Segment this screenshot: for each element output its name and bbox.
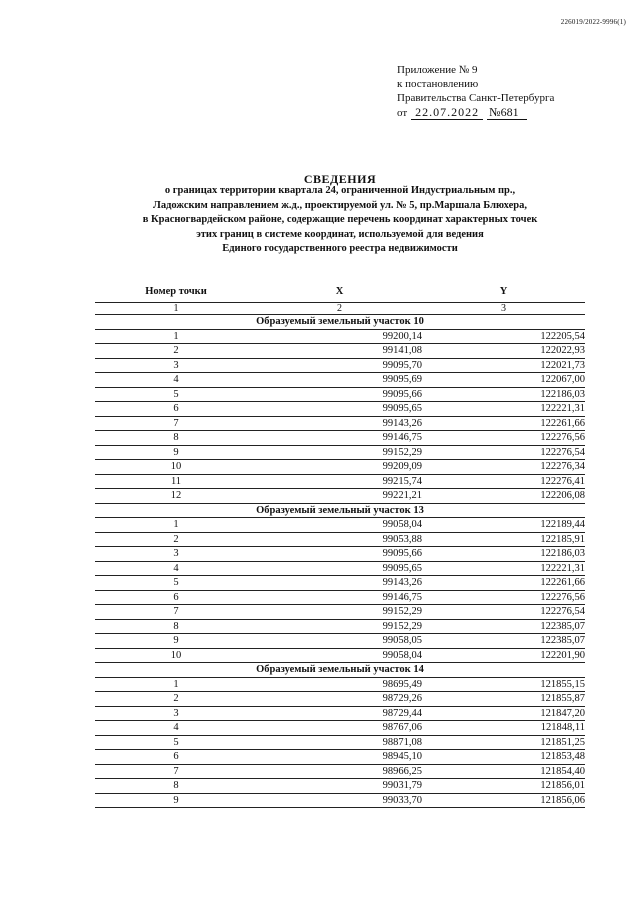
subtitle-line: этих границ в системе координат, используемой для ведения bbox=[196, 228, 484, 240]
y-coordinate-cell: 122189,44 bbox=[422, 518, 585, 533]
table-row bbox=[95, 590, 585, 605]
y-coordinate-cell: 122276,41 bbox=[422, 474, 585, 489]
y-coordinate-cell: 121848,11 bbox=[422, 721, 585, 736]
header-x: X bbox=[257, 282, 422, 303]
section-header-row bbox=[95, 663, 585, 678]
table-row bbox=[95, 634, 585, 649]
y-coordinate-cell: 122276,54 bbox=[422, 605, 585, 620]
table-row bbox=[95, 416, 585, 431]
x-coordinate-cell: 99033,70 bbox=[257, 793, 422, 808]
x-coordinate-cell: 99058,04 bbox=[257, 518, 422, 533]
point-number-cell: 3 bbox=[95, 706, 257, 721]
point-number-cell: 2 bbox=[95, 692, 257, 707]
x-coordinate-cell: 99095,69 bbox=[257, 373, 422, 388]
point-number-cell: 6 bbox=[95, 590, 257, 605]
point-number-cell: 5 bbox=[95, 387, 257, 402]
header-point-number: Номер точки bbox=[95, 282, 257, 303]
y-coordinate-cell: 122067,00 bbox=[422, 373, 585, 388]
x-coordinate-cell: 99221,21 bbox=[257, 489, 422, 504]
point-number-cell: 9 bbox=[95, 634, 257, 649]
subtitle-line: в Красногвардейском районе, содержащие перечень координат характерных точек bbox=[142, 214, 538, 225]
y-coordinate-cell: 122276,56 bbox=[422, 590, 585, 605]
table-row bbox=[95, 648, 585, 663]
point-number-cell: 1 bbox=[95, 518, 257, 533]
section-header-row bbox=[95, 315, 585, 330]
table-row bbox=[95, 750, 585, 765]
column-number: 1 bbox=[95, 303, 257, 315]
x-coordinate-cell: 99095,65 bbox=[257, 402, 422, 417]
subtitle-line: о границах территории квартала 24, ограниченной Индустриальным пр., bbox=[164, 185, 516, 196]
table-row bbox=[95, 721, 585, 736]
date-prefix: от bbox=[397, 107, 408, 119]
point-number-cell: 7 bbox=[95, 764, 257, 779]
point-number-cell: 2 bbox=[95, 344, 257, 359]
y-coordinate-cell: 122385,07 bbox=[422, 634, 585, 649]
point-number-cell: 8 bbox=[95, 779, 257, 794]
y-coordinate-cell: 122261,66 bbox=[422, 416, 585, 431]
section-title: Образуемый земельный участок 14 bbox=[95, 663, 585, 678]
table-row bbox=[95, 764, 585, 779]
table-row bbox=[95, 387, 585, 402]
resolution-date: 22.07.2022 bbox=[411, 105, 483, 120]
x-coordinate-cell: 99200,14 bbox=[257, 329, 422, 344]
appendix-block bbox=[397, 63, 554, 120]
appendix-line-3: Правительства Санкт-Петербурга bbox=[397, 92, 555, 104]
y-coordinate-cell: 122206,08 bbox=[422, 489, 585, 504]
table-row bbox=[95, 358, 585, 373]
x-coordinate-cell: 98871,08 bbox=[257, 735, 422, 750]
y-coordinate-cell: 122276,54 bbox=[422, 445, 585, 460]
x-coordinate-cell: 99146,75 bbox=[257, 431, 422, 446]
x-coordinate-cell: 99058,04 bbox=[257, 648, 422, 663]
subtitle-line: Ладожским направлением ж.д., проектируемой ул. № 5, пр.Маршала Блюхера, bbox=[153, 199, 527, 211]
y-coordinate-cell: 122221,31 bbox=[422, 561, 585, 576]
point-number-cell: 8 bbox=[95, 619, 257, 634]
table-row bbox=[95, 793, 585, 808]
point-number-cell: 7 bbox=[95, 416, 257, 431]
x-coordinate-cell: 99095,66 bbox=[257, 547, 422, 562]
point-number-cell: 2 bbox=[95, 532, 257, 547]
resolution-number: №681 bbox=[487, 105, 526, 120]
y-coordinate-cell: 121855,15 bbox=[422, 677, 585, 692]
x-coordinate-cell: 99053,88 bbox=[257, 532, 422, 547]
y-coordinate-cell: 122022,93 bbox=[422, 344, 585, 359]
y-coordinate-cell: 122205,54 bbox=[422, 329, 585, 344]
y-coordinate-cell: 122021,73 bbox=[422, 358, 585, 373]
x-coordinate-cell: 99146,75 bbox=[257, 590, 422, 605]
table-header-row bbox=[95, 282, 585, 303]
y-coordinate-cell: 121856,06 bbox=[422, 793, 585, 808]
point-number-cell: 4 bbox=[95, 373, 257, 388]
x-coordinate-cell: 99152,29 bbox=[257, 605, 422, 620]
table-row bbox=[95, 561, 585, 576]
header-y: Y bbox=[422, 282, 585, 303]
table-row bbox=[95, 474, 585, 489]
point-number-cell: 7 bbox=[95, 605, 257, 620]
x-coordinate-cell: 99143,26 bbox=[257, 416, 422, 431]
y-coordinate-cell: 121853,48 bbox=[422, 750, 585, 765]
column-number-row bbox=[95, 303, 585, 315]
table-row bbox=[95, 489, 585, 504]
point-number-cell: 11 bbox=[95, 474, 257, 489]
x-coordinate-cell: 98945,10 bbox=[257, 750, 422, 765]
y-coordinate-cell: 122276,34 bbox=[422, 460, 585, 475]
table-row bbox=[95, 619, 585, 634]
table-row bbox=[95, 431, 585, 446]
y-coordinate-cell: 121854,40 bbox=[422, 764, 585, 779]
x-coordinate-cell: 98729,44 bbox=[257, 706, 422, 721]
section-title: Образуемый земельный участок 13 bbox=[95, 503, 585, 518]
y-coordinate-cell: 122385,07 bbox=[422, 619, 585, 634]
section-header-row bbox=[95, 503, 585, 518]
x-coordinate-cell: 99209,09 bbox=[257, 460, 422, 475]
column-number: 3 bbox=[422, 303, 585, 315]
y-coordinate-cell: 121851,25 bbox=[422, 735, 585, 750]
y-coordinate-cell: 122186,03 bbox=[422, 547, 585, 562]
table-row bbox=[95, 445, 585, 460]
point-number-cell: 1 bbox=[95, 329, 257, 344]
table-row bbox=[95, 779, 585, 794]
x-coordinate-cell: 99095,66 bbox=[257, 387, 422, 402]
x-coordinate-cell: 99215,74 bbox=[257, 474, 422, 489]
subtitle-line: Единого государственного реестра недвижимости bbox=[222, 243, 458, 254]
x-coordinate-cell: 99095,70 bbox=[257, 358, 422, 373]
y-coordinate-cell: 121856,01 bbox=[422, 779, 585, 794]
point-number-cell: 3 bbox=[95, 358, 257, 373]
y-coordinate-cell: 122186,03 bbox=[422, 387, 585, 402]
x-coordinate-cell: 99141,08 bbox=[257, 344, 422, 359]
x-coordinate-cell: 98767,06 bbox=[257, 721, 422, 736]
x-coordinate-cell: 99058,05 bbox=[257, 634, 422, 649]
table-row bbox=[95, 576, 585, 591]
y-coordinate-cell: 121855,87 bbox=[422, 692, 585, 707]
x-coordinate-cell: 99143,26 bbox=[257, 576, 422, 591]
table-row bbox=[95, 547, 585, 562]
document-number: 226019/2022-9996(1) bbox=[560, 18, 626, 26]
y-coordinate-cell: 122221,31 bbox=[422, 402, 585, 417]
table-row bbox=[95, 532, 585, 547]
x-coordinate-cell: 98729,26 bbox=[257, 692, 422, 707]
table-row bbox=[95, 518, 585, 533]
y-coordinate-cell: 122261,66 bbox=[422, 576, 585, 591]
point-number-cell: 6 bbox=[95, 750, 257, 765]
table-row bbox=[95, 735, 585, 750]
point-number-cell: 8 bbox=[95, 431, 257, 446]
appendix-line-2: к постановлению bbox=[397, 78, 479, 90]
table-row bbox=[95, 677, 585, 692]
point-number-cell: 9 bbox=[95, 445, 257, 460]
table-row bbox=[95, 344, 585, 359]
column-number: 2 bbox=[257, 303, 422, 315]
resolution-date-line bbox=[397, 105, 554, 120]
point-number-cell: 3 bbox=[95, 547, 257, 562]
table-row bbox=[95, 402, 585, 417]
y-coordinate-cell: 122185,91 bbox=[422, 532, 585, 547]
table-row bbox=[95, 692, 585, 707]
table-row bbox=[95, 373, 585, 388]
table-row bbox=[95, 605, 585, 620]
table-row bbox=[95, 329, 585, 344]
coordinates-table bbox=[95, 282, 585, 808]
y-coordinate-cell: 122276,56 bbox=[422, 431, 585, 446]
x-coordinate-cell: 99095,65 bbox=[257, 561, 422, 576]
section-title: Образуемый земельный участок 10 bbox=[95, 315, 585, 330]
point-number-cell: 5 bbox=[95, 735, 257, 750]
point-number-cell: 10 bbox=[95, 460, 257, 475]
document-subtitle bbox=[80, 184, 600, 257]
point-number-cell: 6 bbox=[95, 402, 257, 417]
point-number-cell: 5 bbox=[95, 576, 257, 591]
appendix-line-1: Приложение № 9 bbox=[397, 64, 478, 76]
y-coordinate-cell: 122201,90 bbox=[422, 648, 585, 663]
point-number-cell: 4 bbox=[95, 721, 257, 736]
x-coordinate-cell: 99031,79 bbox=[257, 779, 422, 794]
point-number-cell: 12 bbox=[95, 489, 257, 504]
x-coordinate-cell: 99152,29 bbox=[257, 445, 422, 460]
x-coordinate-cell: 99152,29 bbox=[257, 619, 422, 634]
point-number-cell: 10 bbox=[95, 648, 257, 663]
point-number-cell: 9 bbox=[95, 793, 257, 808]
x-coordinate-cell: 98966,25 bbox=[257, 764, 422, 779]
point-number-cell: 1 bbox=[95, 677, 257, 692]
table-row bbox=[95, 706, 585, 721]
y-coordinate-cell: 121847,20 bbox=[422, 706, 585, 721]
x-coordinate-cell: 98695,49 bbox=[257, 677, 422, 692]
point-number-cell: 4 bbox=[95, 561, 257, 576]
table-row bbox=[95, 460, 585, 475]
document-title: СВЕДЕНИЯ bbox=[303, 172, 377, 186]
